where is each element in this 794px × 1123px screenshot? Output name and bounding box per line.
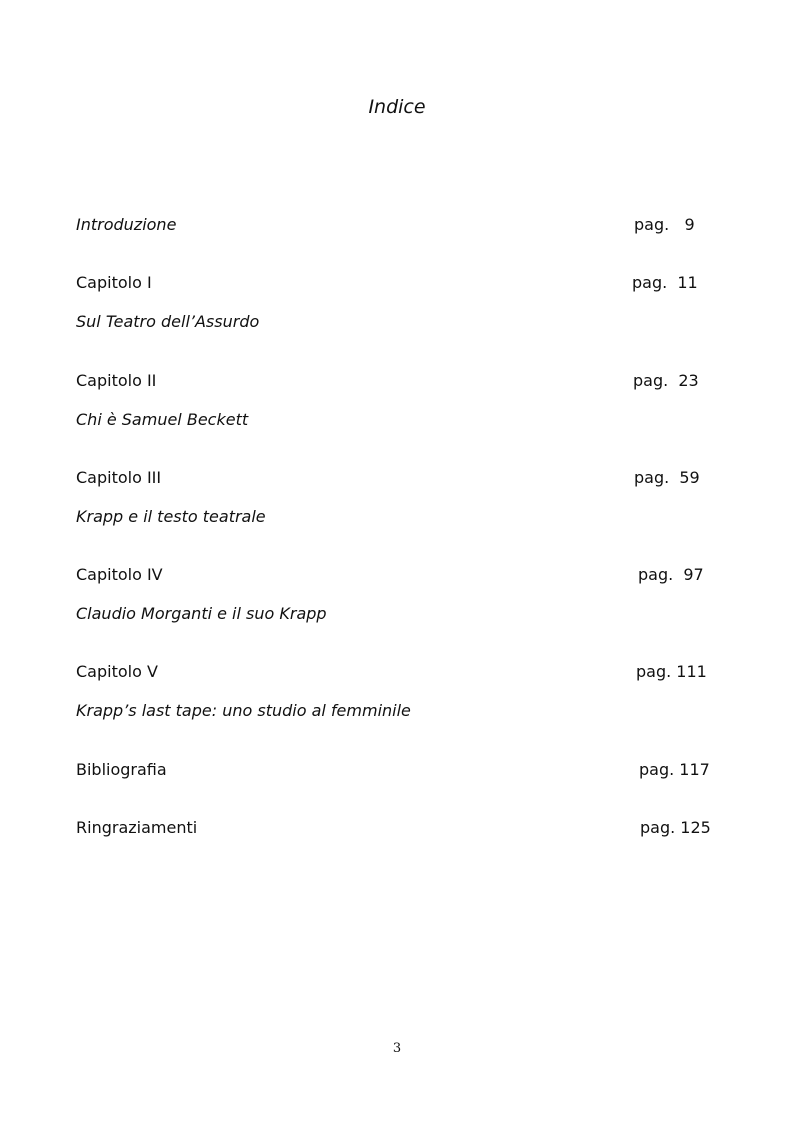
toc-entry-capitolo-4-subtitle: Claudio Morganti e il suo Krapp [76, 604, 327, 623]
toc-entry-introduzione-label: Introduzione [76, 215, 177, 234]
toc-entry-bibliografia-label: Bibliografia [76, 760, 167, 779]
toc-entry-capitolo-4-label: Capitolo IV [76, 565, 163, 584]
toc-entry-capitolo-2-label: Capitolo II [76, 371, 157, 390]
toc-entry-capitolo-3-label: Capitolo III [76, 468, 162, 487]
toc-entry-capitolo-1-page: pag. 11 [632, 273, 698, 292]
page-number: 3 [392, 1041, 402, 1056]
page-title: Indice [368, 96, 426, 118]
toc-entry-capitolo-3-subtitle: Krapp e il testo teatrale [76, 507, 266, 526]
toc-entry-capitolo-2-subtitle: Chi è Samuel Beckett [76, 410, 249, 429]
toc-entry-capitolo-2-page: pag. 23 [633, 371, 699, 390]
toc-entry-capitolo-4-page: pag. 97 [638, 565, 704, 584]
toc-entry-capitolo-1-subtitle: Sul Teatro dell’Assurdo [76, 312, 260, 331]
toc-entry-ringraziamenti-label: Ringraziamenti [76, 818, 198, 837]
toc-entry-introduzione-page: pag. 9 [634, 215, 695, 234]
toc-entry-capitolo-1-label: Capitolo I [76, 273, 152, 292]
toc-entry-capitolo-5-label: Capitolo V [76, 662, 158, 681]
toc-entry-bibliografia-page: pag. 117 [639, 760, 710, 779]
toc-entry-capitolo-5-subtitle: Krapp’s last tape: uno studio al femminile [76, 701, 411, 720]
toc-entry-capitolo-3-page: pag. 59 [634, 468, 700, 487]
toc-entry-capitolo-5-page: pag. 111 [636, 662, 707, 681]
toc-entry-ringraziamenti-page: pag. 125 [640, 818, 711, 837]
